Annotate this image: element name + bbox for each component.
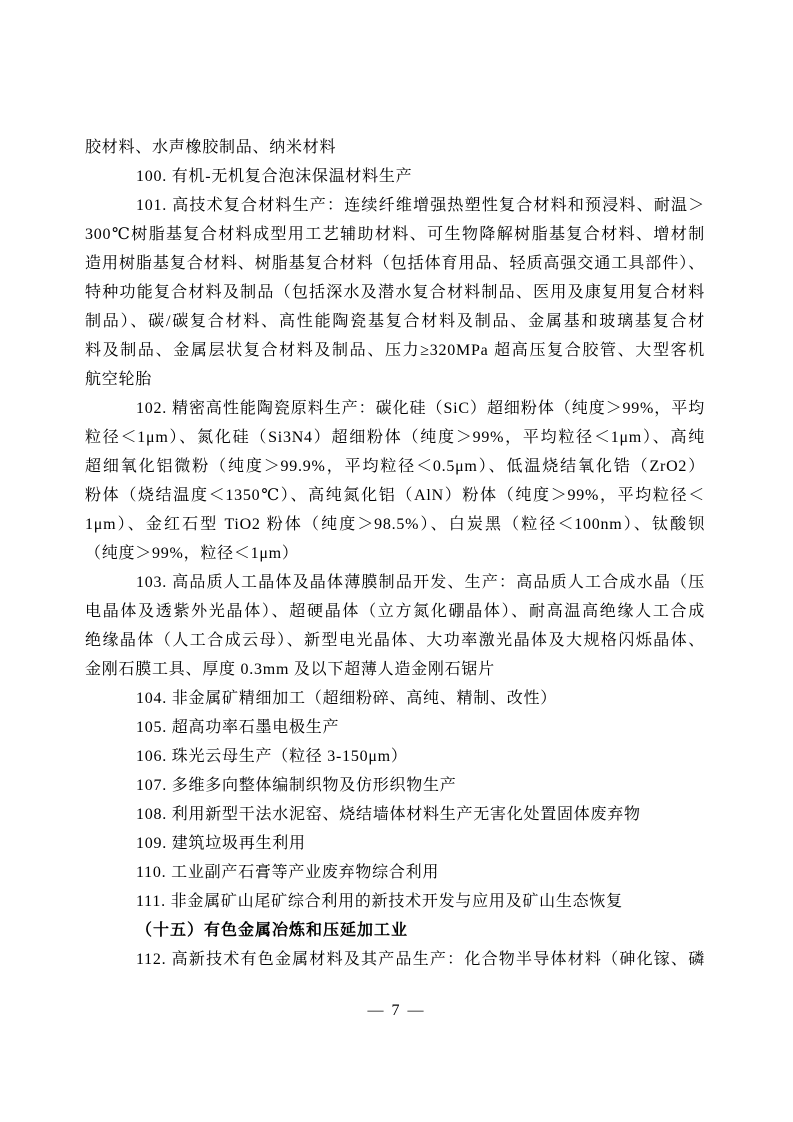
text-line: 101. 高技术复合材料生产：连续纤维增强热塑性复合材料和预浸料、耐温＞ [136,197,705,214]
section-heading: （十五）有色金属冶炼和压延加工业 [136,922,409,939]
text-line: 300℃树脂基复合材料成型用工艺辅助材料、可生物降解树脂基复合材料、增材制 [85,226,705,243]
document-body [85,133,705,974]
text-line: 粒径＜1μm）、氮化硅（Si3N4）超细粉体（纯度＞99%，平均粒径＜1μm）、高纯 [85,429,705,446]
text-line: 金刚石膜工具、厚度 0.3mm 及以下超薄人造金刚石锯片 [85,661,495,678]
text-line: 料及制品、金属层状复合材料及制品、压力≥320MPa 超高压复合胶管、大型客机 [85,342,705,359]
text-line: 制品）、碳/碳复合材料、高性能陶瓷基复合材料及制品、金属基和玻璃基复合材 [85,313,705,330]
text-line: 109. 建筑垃圾再生利用 [136,835,306,852]
text-line: 104. 非金属矿精细加工（超细粉碎、高纯、精制、改性） [136,690,558,707]
text-line: 110. 工业副产石膏等产业废弃物综合利用 [136,864,440,881]
text-line: 107. 多维多向整体编制织物及仿形织物生产 [136,777,457,794]
text-line: 106. 珠光云母生产（粒径 3-150μm） [136,748,408,765]
text-line: 102. 精密高性能陶瓷原料生产：碳化硅（SiC）超细粉体（纯度＞99%，平均 [136,400,705,417]
text-line: 103. 高品质人工晶体及晶体薄膜制品开发、生产：高品质人工合成水晶（压 [136,574,705,591]
text-line: 112. 高新技术有色金属材料及其产品生产：化合物半导体材料（砷化镓、磷 [136,951,705,968]
text-line: 胶材料、水声橡胶制品、纳米材料 [85,139,337,156]
page-number: — 7 — [367,1002,426,1019]
page-footer [0,999,793,1023]
text-line: 108. 利用新型干法水泥窑、烧结墙体材料生产无害化处置固体废弃物 [136,806,641,823]
text-line: （纯度＞99%，粒径＜1μm） [85,545,299,562]
text-line: 粉体（烧结温度＜1350℃）、高纯氮化铝（AlN）粉体（纯度＞99%，平均粒径＜ [85,487,705,504]
text-line: 电晶体及透紫外光晶体）、超硬晶体（立方氮化硼晶体）、耐高温高绝缘人工合成 [85,603,705,620]
text-line: 超细氧化铝微粉（纯度＞99.9%，平均粒径＜0.5μm）、低温烧结氧化锆（ZrO2） [85,458,705,475]
text-line: 绝缘晶体（人工合成云母）、新型电光晶体、大功率激光晶体及大规格闪烁晶体、 [85,632,705,649]
text-line: 1μm）、金红石型 TiO2 粉体（纯度＞98.5%）、白炭黑（粒径＜100nm）、钛酸钡 [85,516,705,533]
text-line: 100. 有机-无机复合泡沫保温材料生产 [136,168,413,185]
text-line: 航空轮胎 [85,371,153,388]
text-line: 111. 非金属矿山尾矿综合利用的新技术开发与应用及矿山生态恢复 [136,893,623,910]
text-line: 造用树脂基复合材料、树脂基复合材料（包括体育用品、轻质高强交通工具部件）、 [85,255,705,272]
text-line: 105. 超高功率石墨电极生产 [136,719,340,736]
text-line: 特种功能复合材料及制品（包括深水及潜水复合材料制品、医用及康复用复合材料 [85,284,705,301]
